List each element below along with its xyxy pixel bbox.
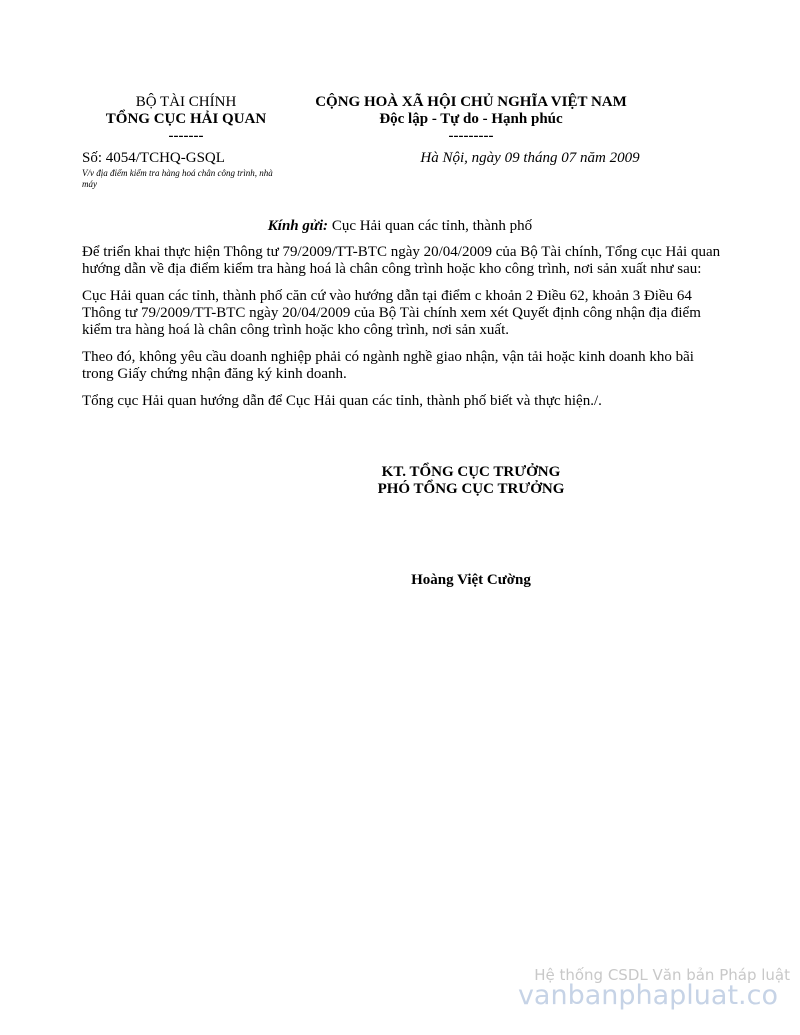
body-paragraph: Tổng cục Hải quan hướng dẫn để Cục Hải quan các tỉnh, thành phố biết và thực hiện./. bbox=[82, 393, 602, 409]
ministry-name: BỘ TÀI CHÍNH bbox=[135, 94, 237, 110]
signature-title-line2: PHÓ TỔNG CỤC TRƯỞNG bbox=[377, 481, 565, 497]
body-paragraph: Để triển khai thực hiện Thông tư 79/2009/TT-BTC ngày 20/04/2009 của Bộ Tài chính, Tổng cục Hải quan hướng dẫn về địa điểm kiểm tra hàng hoá là chân công trình hoặc kho công trình, nơi sản xuất như sau: bbox=[82, 244, 721, 277]
document-body bbox=[82, 244, 722, 420]
country-name: CỘNG HOÀ XÃ HỘI CHỦ NGHĨA VIỆT NAM bbox=[315, 94, 627, 110]
place-date: Hà Nội, ngày 09 tháng 07 năm 2009 bbox=[420, 150, 640, 166]
motto-divider: --------- bbox=[448, 128, 494, 144]
signature-title-line1: KT. TỔNG CỤC TRƯỞNG bbox=[381, 464, 561, 480]
signature-title bbox=[296, 464, 646, 498]
watermark-tagline: Hệ thống CSDL Văn bản Pháp luật bbox=[534, 966, 790, 984]
issuing-agency-block bbox=[82, 94, 290, 145]
agency-name: TỔNG CỤC HẢI QUAN bbox=[105, 111, 267, 127]
recipient-label: Kính gửi: bbox=[267, 218, 329, 234]
watermark-site: vanbanphapluat.co bbox=[517, 980, 778, 1011]
signer-name: Hoàng Việt Cường bbox=[411, 572, 531, 588]
agency-divider: ------- bbox=[168, 128, 204, 144]
motto: Độc lập - Tự do - Hạnh phúc bbox=[379, 111, 563, 127]
recipient-line bbox=[82, 218, 718, 235]
body-paragraph: Theo đó, không yêu cầu doanh nghiệp phải có ngành nghề giao nhận, vận tải hoặc kinh doanh kho bãi trong Giấy chứng nhận đăng ký kinh doanh. bbox=[82, 349, 694, 382]
recipient-value: Cục Hải quan các tỉnh, thành phố bbox=[331, 218, 533, 234]
body-paragraph: Cục Hải quan các tỉnh, thành phố căn cứ vào hướng dẫn tại điểm c khoản 2 Điều 62, khoản 3 Điều 64 Thông tư 79/2009/TT-BTC ngày 20/04/2009 của Bộ Tài chính xem xét Quyết định công nhận địa điểm kiểm tra hàng hoá là chân công trình hoặc kho công trình, nơi sản xuất. bbox=[82, 288, 701, 338]
national-motto-block bbox=[296, 94, 646, 145]
document-number: Số: 4054/TCHQ-GSQL bbox=[82, 150, 225, 166]
document-subject: V/v địa điểm kiểm tra hàng hoá chân công trình, nhà máy bbox=[82, 168, 273, 189]
